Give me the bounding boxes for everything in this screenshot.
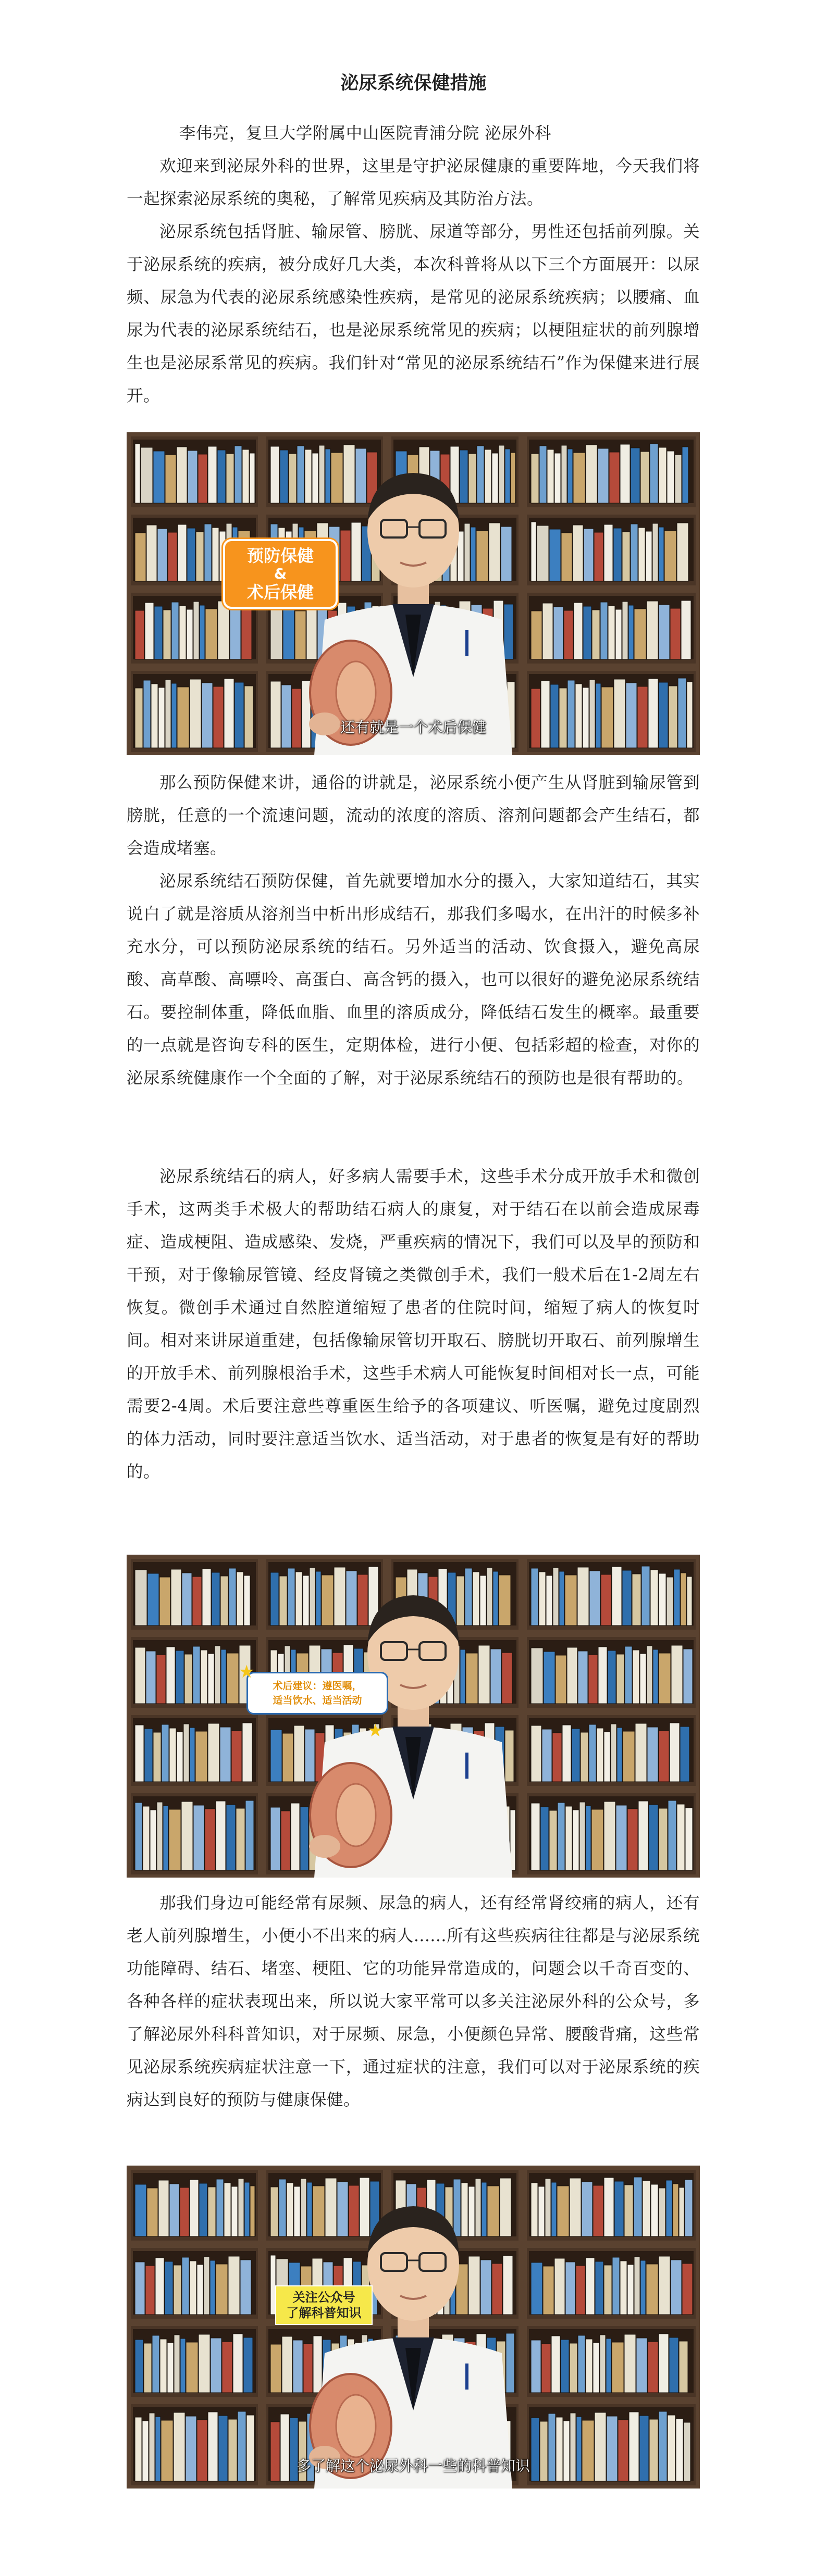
overlay-follow-badge: [275, 2285, 373, 2325]
video-still-3: [127, 2166, 700, 2489]
video-still-2: [127, 1555, 700, 1878]
overlay-line: 适当饮水、适当活动: [273, 1695, 362, 1706]
overlay-line: 了解科普知识: [286, 2306, 362, 2320]
overlay-line: &: [274, 565, 287, 582]
star-icon: ★: [367, 1720, 384, 1741]
paragraph-overview: 泌尿系统包括肾脏、输尿管、膀胱、尿道等部分，男性还包括前列腺。关于泌尿系统的疾病，被分成好几大类，本次科普将从以下三个方面展开：以尿频、尿急为代表的泌尿系统感染性疾病，是常见的泌尿系统疾病；以腰痛、血尿为代表的泌尿系统结石，也是泌尿系统常见的疾病；以梗阻症状的前列腺增生也是泌尿系常见的疾病。我们针对“常见的泌尿系统结石”作为保健来进行展开。: [127, 222, 700, 405]
video-still-1: [127, 432, 700, 755]
overlay-prevention-badge: [223, 539, 338, 609]
video-subtitle: 还有就是一个术后保健: [340, 719, 486, 736]
overlay-line: 关注公众号: [292, 2290, 355, 2305]
paragraph-surgery: 泌尿系统结石的病人，好多病人需要手术，这些手术分成开放手术和微创手术，这两类手术极大的帮助结石病人的康复，对于结石在以前会造成尿毒症、造成梗阻、造成感染、发烧，严重疾病的情况下，我们可以及早的预防和干预，对于像输尿管镜、经皮肾镜之类微创手术，我们一般术后在1-2周左右恢复。微创手术通过自然腔道缩短了患者的住院时间，缩短了病人的恢复时间。相对来讲尿道重建，包括像输尿管切开取石、膀胱切开取石、前列腺增生的开放手术、前列腺根治手术，这些手术病人可能恢复时间相对长一点，可能需要2-4周。术后要注意些尊重医生给予的各项建议、听医嘱，避免过度剧烈的体力活动，同时要注意适当饮水、适当活动，对于患者的恢复是有好的帮助的。: [127, 1167, 700, 1481]
doctor-bookshelf-image: [127, 2166, 700, 2489]
paragraph-symptoms: 那我们身边可能经常有尿频、尿急的病人，还有经常肾绞痛的病人，还有老人前列腺增生，小便小不出来的病人......所有这些疾病往往都是与泌尿系统功能障碍、结石、堵塞、梗阻、它的功能异常造成的，问题会以千奇百变的、各种各样的症状表现出来，所以说大家平常可以多关注泌尿外科的公众号，多了解泌尿外科科普知识，对于尿频、尿急，小便颜色异常、腰酸背痛，这些常见泌尿系统疾病症状注意一下，通过症状的注意，我们可以对于泌尿系统的疾病达到良好的预防与健康保健。: [127, 1894, 700, 2109]
overlay-line: 术后保健: [246, 582, 314, 602]
video-subtitle: 多了解这个泌尿外科一些的科普知识: [296, 2457, 530, 2474]
paragraph-prevention: 那么预防保健来讲，通俗的讲就是，泌尿系统小便产生从肾脏到输尿管到膀胱，任意的一个流速问题，流动的浓度的溶质、溶剂问题都会产生结石，都会造成堵塞。: [127, 773, 700, 858]
doctor-bookshelf-image: [127, 432, 700, 755]
overlay-line: 预防保健: [246, 546, 314, 566]
star-icon: ★: [239, 1661, 255, 1682]
overlay-advice-badge: [246, 1672, 388, 1715]
author-line: 李伟亮，复旦大学附属中山医院青浦分院 泌尿外科: [179, 124, 552, 143]
doctor-bookshelf-image: [127, 1555, 700, 1878]
article-title: 泌尿系统保健措施: [340, 72, 487, 94]
paragraph-stone-prevention: 泌尿系统结石预防保健，首先就要增加水分的摄入，大家知道结石，其实说白了就是溶质从溶剂当中析出形成结石，那我们多喝水，在出汗的时候多补充水分，可以预防泌尿系统的结石。另外适当的活动、饮食摄入，避免高尿酸、高草酸、高嘌呤、高蛋白、高含钙的摄入，也可以很好的避免泌尿系统结石。要控制体重，降低血脂、血里的溶质成分，降低结石发生的概率。最重要的一点就是咨询专科的医生，定期体检，进行小便、包括彩超的检查，对你的泌尿系统健康作一个全面的了解，对于泌尿系统结石的预防也是很有帮助的。: [127, 872, 700, 1087]
paragraph-intro: 欢迎来到泌尿外科的世界，这里是守护泌尿健康的重要阵地，今天我们将一起探索泌尿系统的奥秘，了解常见疾病及其防治方法。: [127, 157, 700, 208]
overlay-line: 术后建议：遵医嘱，: [273, 1680, 362, 1692]
